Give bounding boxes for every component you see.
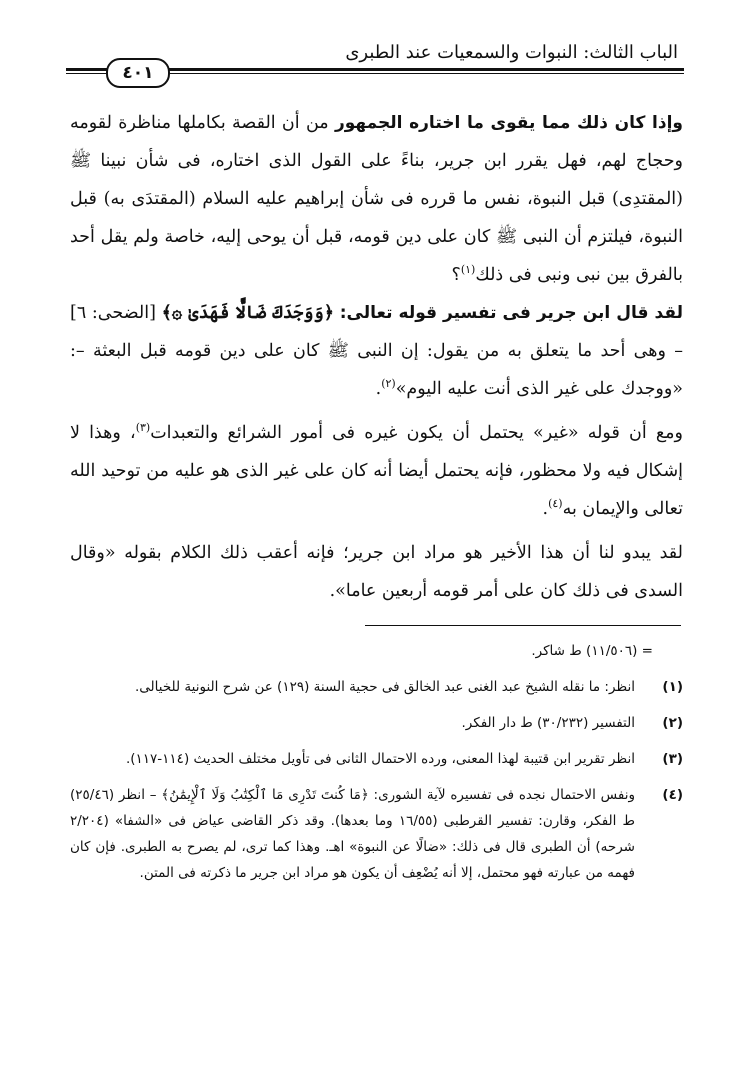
- paragraph-2: [70, 294, 683, 408]
- footnote-text: ونفس الاحتمال نجده فى تفسيره لآية الشورى: ﴿مَا كُنتَ تَدْرِى مَا ٱلْكِتَٰبُ وَلَا ٱلْإِيمَٰنُ﴾ – انظر (٢٥/٤٦) ط الفكر، وقارن: تفسير القرطبى (١٦/٥٥ وما بعدها). وقد ذكر القاضى عياض فى «الشفا» (٢/٢٠٤ شرحه) أن الطبرى قال فى ذلك: «ضالًا عن النبوة» اهـ. وهذا كما ترى، لم يصرح به الطبرى. فإن كان فهمه من عبارته فهو محتمل، إلا أنه يُضْعِف أن يكون هو مراد ابن جرير ما ذكرته فى المتن.: [70, 787, 635, 881]
- paragraph-1-end: ؟: [451, 265, 461, 285]
- footnote-item: [70, 674, 683, 700]
- paragraph-2-text: [الضحى: ٦] – وهى أحد ما يتعلق به من يقول: إن النبى ﷺ كان على دين قومه قبل البعثة –: «ووجدك على غير الذى أنت عليه اليوم»: [70, 303, 683, 399]
- footnote-ref-4: (٤): [548, 497, 563, 511]
- footnote-item: [70, 710, 683, 736]
- footnote-text: انظر تقرير ابن قتيبة لهذا المعنى، ورده الاحتمال الثانى فى تأويل مختلف الحديث (١١٤-١١٧).: [125, 751, 635, 767]
- paragraph-3-text-b: ، وهذا لا إشكال فيه ولا محظور، فإنه يحتمل أيضا أنه كان على غير الذى هو عليه من توحيد الله تعالى والإيمان به: [70, 423, 683, 519]
- paragraph-2-end: .: [375, 379, 382, 399]
- footnote-item: [70, 746, 683, 772]
- footnote-item: [70, 782, 683, 886]
- running-title: الباب الثالث: النبوات والسمعيات عند الطبرى: [345, 42, 678, 63]
- paragraph-3: [70, 414, 683, 528]
- paragraph-1-bold: وإذا كان ذلك مما يقوى ما اختاره الجمهور: [334, 113, 683, 133]
- footnote-number: (٣): [662, 751, 683, 767]
- paragraph-3-text-a: ومع أن قوله «غير» يحتمل أن يكون غيره فى أمور الشرائع والتعبدات: [150, 423, 683, 443]
- page-number: ٤٠١: [106, 58, 170, 88]
- footnote-text: التفسير (٣٠/٢٣٢) ط دار الفكر.: [461, 715, 635, 731]
- footnote-continuation: = (١١/٥٠٦) ط شاكر.: [531, 643, 653, 659]
- paragraph-4: لقد يبدو لنا أن هذا الأخير هو مراد ابن جرير؛ فإنه أعقب ذلك الكلام بقوله «وقال السدى فى ذلك كان على أمر قومه أربعين عاما».: [70, 543, 683, 601]
- page-header: [66, 38, 684, 98]
- footnote-ref-2: (٢): [381, 377, 396, 391]
- quran-verse: ﴿وَوَجَدَكَ ضَالًّا فَهَدَىٰ ۞﴾: [161, 303, 335, 323]
- footnote-number: (٤): [662, 787, 683, 803]
- paragraph-1: [70, 104, 683, 294]
- footnote-separator: [365, 625, 681, 626]
- paragraph-1-text: من أن القصة بكاملها مناظرة لقومه وحجاج لهم، فهل يقرر ابن جرير، بناءً على القول الذى اختاره، فى شأن نبينا ﷺ (المقتدِى) قبل النبوة، نفس ما قرره فى شأن إبراهيم عليه السلام (المقتدَى به) قبل النبوة، فيلتزم أن النبى ﷺ كان على دين قومه، قبل أن يوحى إليه، خاصة ولم يقل أحد بالفرق بين نبى ونبى فى ذلك: [70, 113, 683, 285]
- footnotes: [70, 638, 683, 896]
- footnote-ref-1: (١): [460, 263, 476, 277]
- footnote-number: (٢): [662, 715, 683, 731]
- footnote-number: (١): [662, 679, 683, 695]
- paragraph-2-bold: لقد قال ابن جرير فى تفسير قوله تعالى:: [339, 303, 683, 323]
- footnote-text: انظر: ما نقله الشيخ عبد الغنى عبد الخالق فى حجية السنة (١٢٩) عن شرح النونية للخيالى.: [134, 679, 635, 695]
- footnote-ref-3: (٣): [135, 421, 151, 435]
- paragraph-3-end: .: [542, 499, 549, 519]
- main-text: [70, 104, 683, 610]
